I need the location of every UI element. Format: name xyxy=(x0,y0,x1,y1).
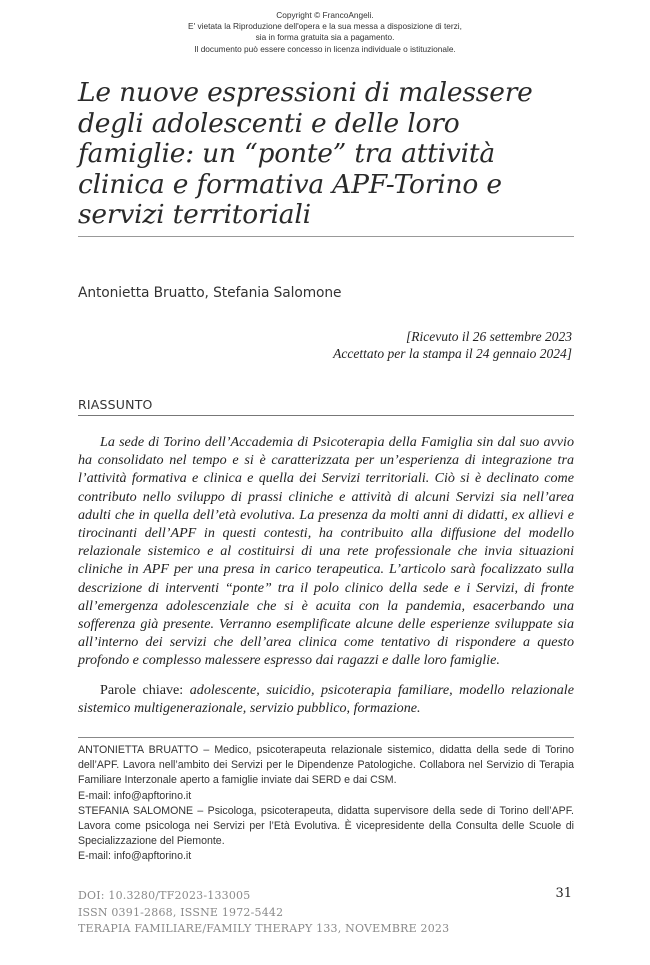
page-number: 31 xyxy=(555,886,572,901)
article-authors: Antonietta Bruatto, Stefania Salomone xyxy=(78,285,342,301)
author-bios xyxy=(78,743,574,865)
bio-salomone: STEFANIA SALOMONE – Psicologa, psicoterapeuta, didatta supervisore della sede di Torino dell’APF. Lavora come psicologa nei Servizi per l’Età Evolutiva. È vicepresidente della Consulta delle Scuole di Specializzazione del Piemonte. xyxy=(78,804,574,848)
accepted-date: Accettato per la stampa il 24 gennaio 2024] xyxy=(333,346,572,361)
keywords xyxy=(78,681,574,717)
copyright-line: Il documento può essere concesso in licenza individuale o istituzionale. xyxy=(194,43,456,54)
copyright-line: Copyright © FrancoAngeli. xyxy=(276,10,374,20)
bio-bruatto: ANTONIETTA BRUATTO – Medico, psicoterapeuta relazionale sistemico, didatta della sede di Torino dell’APF. Lavora nell’ambito dei Servizi per le Dipendenze Patologiche. Collabora nel Servizio di Terapia Familiare Interzonale aperto a famiglie inviate dai SERD e dai CSM. xyxy=(78,744,574,787)
copyright-line: E' vietata la Riproduzione dell'opera e la sua messa a disposizione di terzi, xyxy=(188,21,462,32)
abstract-text: La sede di Torino dell’Accademia di Psicoterapia della Famiglia sin dal suo avvio ha consolidato nel tempo e si è caratterizzata per un’esperienza di integrazione tra l’attività formativa e clinica e quella dei Servizi territoriali. Ciò si è declinato come contributo nello sviluppo di prassi cliniche e attività di alcuni Servizi sia nell’area adulti che in quella dell’età evolutiva. La presenza da molti anni di didatti, ex allievi e tirocinanti dell’APF in questi contesti, ha contribuito alla diffusione del modello relazionale sistemico e al costituirsi di una rete professionale che invia situazioni cliniche in APF per una presa in carico terapeutica. L’articolo sarà focalizzato sulla descrizione di interventi “ponte” tra il polo clinico della sede e i Servizi, di fronte all’emergenza adolescenziale che si è acuita con la pandemia, esacerbando una sofferenza già presente. Verranno esemplificate alcune delle esperienze sviluppate sia all’interno dei servizi che dell’area clinica come tentativo di rispondere a questo profondo e complesso malessere espresso dai ragazzi e dalle loro famiglie. xyxy=(78,434,574,669)
received-dates xyxy=(333,328,572,362)
title-divider xyxy=(78,236,574,237)
copyright-notice xyxy=(0,10,650,55)
received-date: [Ricevuto il 26 settembre 2023 xyxy=(406,329,572,344)
email-bruatto: E-mail: info@apftorino.it xyxy=(78,789,192,802)
section-divider xyxy=(78,415,574,416)
journal-info: TERAPIA FAMILIARE/FAMILY THERAPY 133, NOVEMBRE 2023 xyxy=(78,922,450,935)
keywords-terms: adolescente, suicidio, psicoterapia familiare, modello relazionale sistemico multigenerazionale, servizio pubblico, formazione. xyxy=(78,682,574,717)
email-salomone: E-mail: info@apftorino.it xyxy=(78,850,192,863)
section-heading: RIASSUNTO xyxy=(78,397,153,412)
bio-divider xyxy=(78,737,574,738)
issn: ISSN 0391-2868, ISSNE 1972-5442 xyxy=(78,905,284,919)
journal-footer xyxy=(78,888,449,938)
article-title: Le nuove espressioni di malessere degli adolescenti e delle loro famiglie: un “ponte” tra attività clinica e formativa APF-Torino e servizi territoriali xyxy=(78,77,533,230)
doi: DOI: 10.3280/TF2023-133005 xyxy=(78,889,251,902)
copyright-line: sia in forma gratuita sia a pagamento. xyxy=(255,32,395,43)
keywords-label: Parole chiave: xyxy=(100,682,184,698)
